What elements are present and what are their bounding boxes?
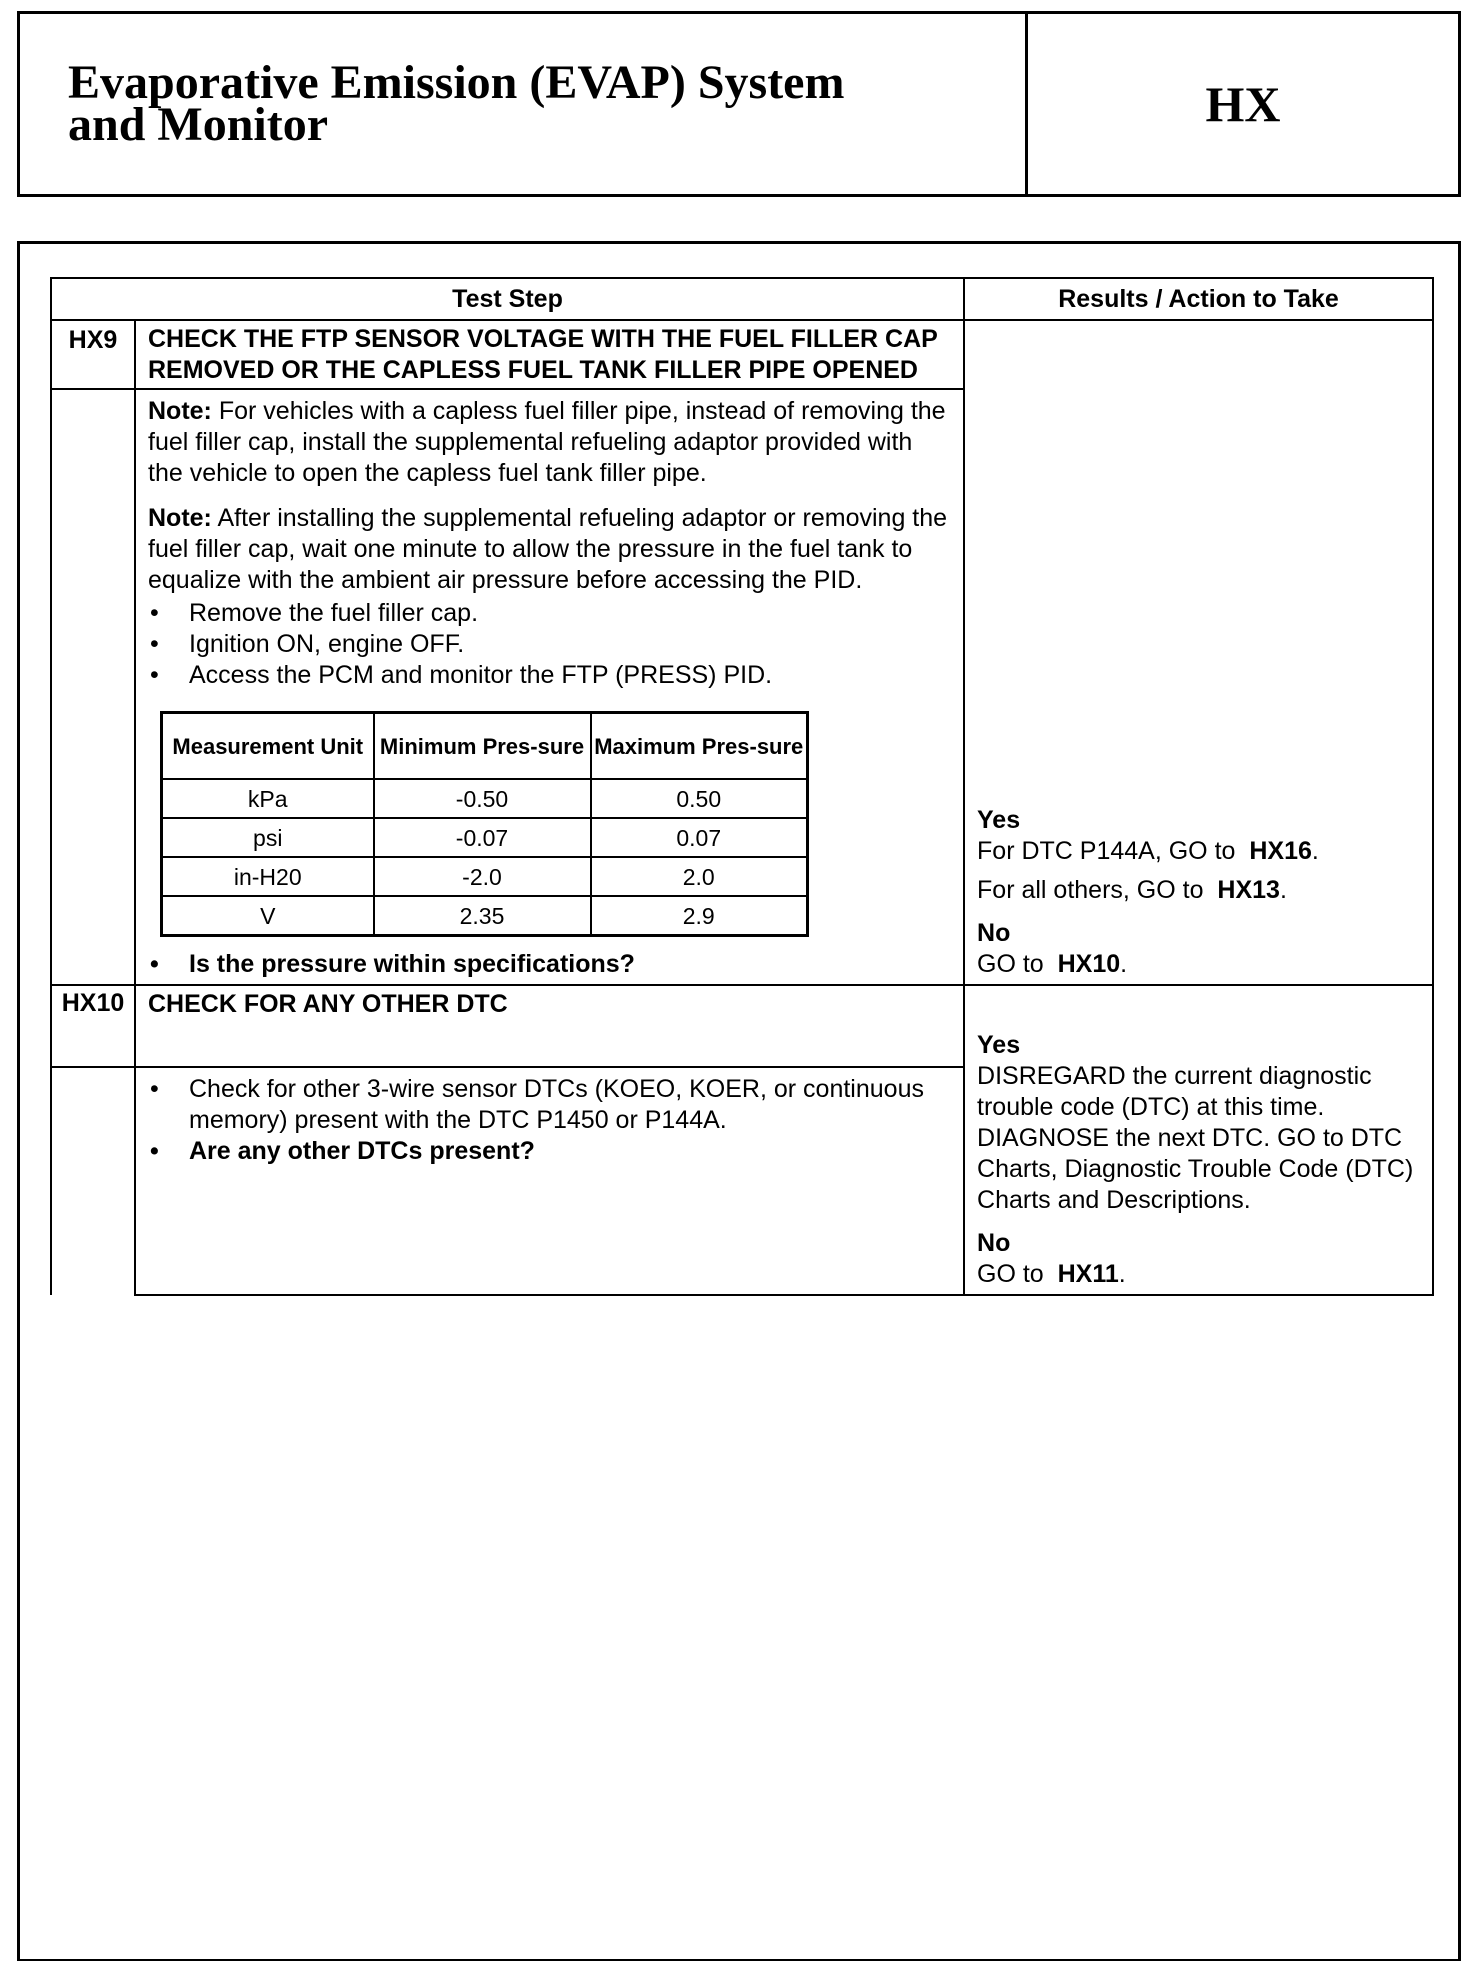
test-step-header: Test Step	[51, 278, 964, 320]
step-id-hx10: HX10	[51, 985, 135, 1067]
list-item: • Access the PCM and monitor the FTP (PRESS) PID.	[148, 660, 953, 691]
list-item: • Remove the fuel filler cap.	[148, 598, 953, 629]
step-ref-hx16: HX16	[1249, 837, 1312, 865]
hx10-instructions	[148, 1074, 953, 1167]
no-action-hx10-text: GO to	[977, 1260, 1044, 1288]
hx9-instructions	[148, 598, 953, 691]
yes-label-hx10: Yes	[977, 1031, 1021, 1059]
step-body-hx10	[135, 1067, 964, 1295]
note-wait-one-minute	[148, 503, 953, 596]
spec-unit: in-H20	[162, 857, 374, 896]
no-action-hx10: GO to HX11.	[977, 1260, 1126, 1288]
table-row	[162, 896, 808, 936]
step-title-hx10: CHECK FOR ANY OTHER DTC	[135, 985, 964, 1067]
yes-action-hx9-1-text: For DTC P144A, GO to	[977, 837, 1236, 865]
table-row	[162, 818, 808, 857]
spec-min: -0.07	[374, 818, 591, 857]
table-header-row	[51, 278, 1433, 320]
no-action-hx9-text: GO to	[977, 950, 1044, 978]
step-title-hx9: CHECK THE FTP SENSOR VOLTAGE WITH THE FUEL FILLER CAP REMOVED OR THE CAPLESS FUEL TANK FILLER PIPE OPENED	[135, 320, 964, 389]
yes-label-hx9: Yes	[977, 806, 1021, 834]
section-title-line-2: and Monitor	[68, 98, 329, 151]
spec-max: 0.07	[591, 818, 808, 857]
procedure-table	[50, 277, 1434, 1296]
yes-action-hx9-1: For DTC P144A, GO to HX16.	[977, 837, 1319, 865]
spec-min: -0.50	[374, 779, 591, 818]
step-id-spacer-hx9	[51, 389, 135, 985]
step-hx9-title-row	[51, 320, 1433, 389]
spec-min: -2.0	[374, 857, 591, 896]
section-code: HX	[1205, 76, 1281, 132]
spec-unit: psi	[162, 818, 374, 857]
step-hx10-title-row	[51, 985, 1433, 1067]
page-header	[17, 11, 1461, 197]
spec-max: 2.9	[591, 896, 808, 936]
pressure-spec-table	[160, 711, 809, 937]
note-capless-filler	[148, 396, 953, 489]
results-header: Results / Action to Take	[964, 278, 1433, 320]
step-body-hx9	[135, 389, 964, 985]
spec-min: 2.35	[374, 896, 591, 936]
no-label-hx9: No	[977, 919, 1011, 947]
section-title-line-1: Evaporative Emission (EVAP) System	[68, 56, 845, 109]
yes-action-hx10: DISREGARD the current diagnostic trouble code (DTC) at this time. DIAGNOSE the next DTC. GO to DTC Charts, Diagnostic Trouble Code (DTC) Charts and Descriptions.	[977, 1062, 1414, 1214]
spec-max: 0.50	[591, 779, 808, 818]
no-action-hx9: GO to HX10.	[977, 950, 1128, 978]
results-hx9	[964, 320, 1433, 985]
spec-unit: V	[162, 896, 374, 936]
note-text: For vehicles with a capless fuel filler pipe, instead of removing the fuel filler cap, install the supplemental refueling adaptor provided with the vehicle to open the capless fuel tank filler pipe.	[148, 397, 946, 487]
hx9-question	[148, 949, 953, 980]
note-text: After installing the supplemental refueling adaptor or removing the fuel filler cap, wait one minute to allow the pressure in the fuel tank to equalize with the ambient air pressure before accessing the PID.	[148, 504, 948, 594]
yes-action-hx9-2: For all others, GO to HX13.	[977, 876, 1287, 904]
no-label-hx10: No	[977, 1229, 1011, 1257]
list-item: • Ignition ON, engine OFF.	[148, 629, 953, 660]
list-item: • Is the pressure within specifications?	[148, 949, 953, 980]
spec-max: 2.0	[591, 857, 808, 896]
step-id-hx9: HX9	[51, 320, 135, 389]
section-title	[20, 14, 1028, 194]
spec-header-max: Maximum Pres-sure	[591, 713, 808, 780]
yes-action-hx9-2-text: For all others, GO to	[977, 876, 1204, 904]
step-ref-hx13: HX13	[1217, 876, 1280, 904]
step-id-spacer-hx10	[51, 1067, 135, 1295]
results-hx10	[964, 985, 1433, 1295]
step-ref-hx10: HX10	[1057, 950, 1121, 978]
step-ref-hx11: HX11	[1057, 1260, 1119, 1288]
spec-header-unit: Measurement Unit	[162, 713, 374, 780]
table-row	[162, 779, 808, 818]
list-item: • Check for other 3-wire sensor DTCs (KOEO, KOER, or continuous memory) present with the DTC P1450 or P144A.	[148, 1074, 953, 1136]
spec-unit: kPa	[162, 779, 374, 818]
list-item: • Are any other DTCs present?	[148, 1136, 953, 1167]
table-row	[162, 857, 808, 896]
spec-header-row	[162, 713, 808, 780]
spec-header-min: Minimum Pres-sure	[374, 713, 591, 780]
note-label: Note:	[148, 504, 212, 532]
note-label: Note:	[148, 397, 212, 425]
